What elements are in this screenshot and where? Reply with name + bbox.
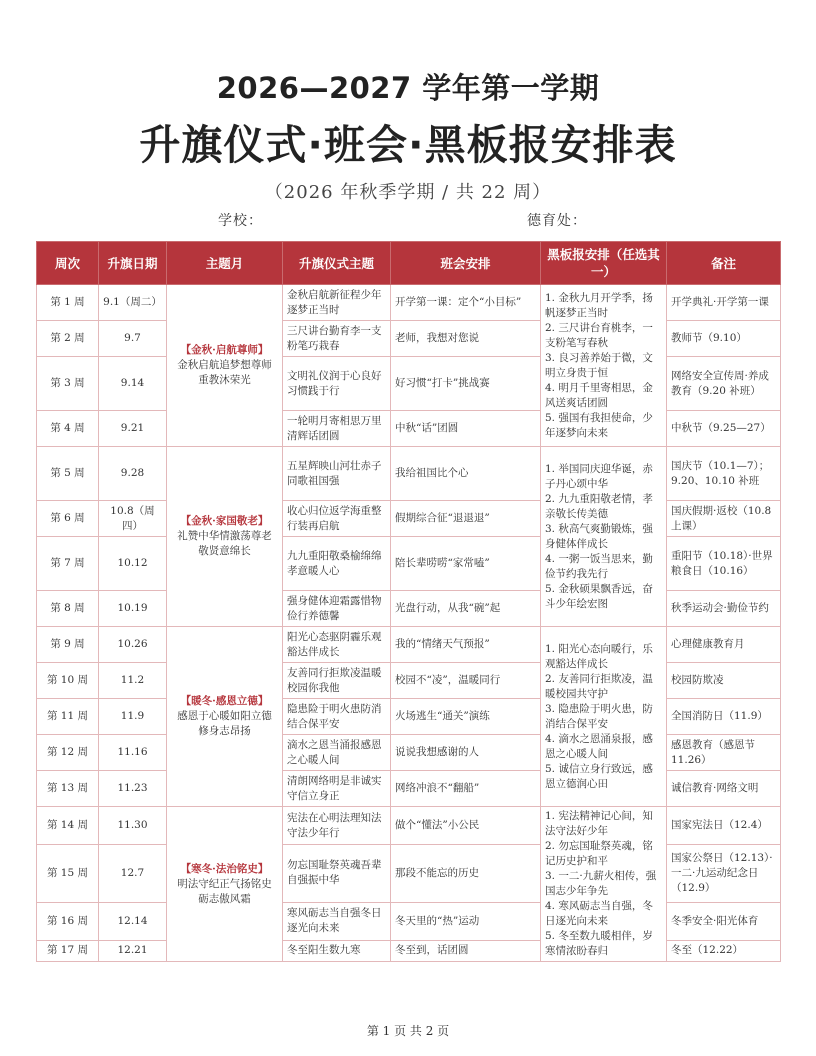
flag-theme-cell: 友善同行拒欺凌温暖校园你我他 bbox=[283, 663, 391, 699]
class-meeting-cell: 光盘行动，从我“碗”起 bbox=[391, 591, 541, 627]
flag-theme-cell: 五星辉映山河壮赤子同歌祖国强 bbox=[283, 447, 391, 501]
column-header: 班会安排 bbox=[391, 242, 541, 285]
blackboard-item: 2. 勿忘国耻祭英魂，铭记历史护和平 bbox=[545, 840, 653, 867]
blackboard-item: 3. 一二·九薪火相传，强国志少年争先 bbox=[545, 870, 657, 897]
flag-theme-cell: 隐患险于明火患防消结合保平安 bbox=[283, 699, 391, 735]
blackboard-item: 4. 明月千里寄相思，金风送爽话团圆 bbox=[545, 381, 653, 409]
note-cell: 冬至（12.22） bbox=[667, 940, 781, 961]
note-cell: 教师节（9.10） bbox=[667, 321, 781, 357]
note-cell: 全国消防日（11.9） bbox=[667, 699, 781, 735]
table-row bbox=[37, 699, 781, 735]
blackboard-item: 4. 寒风砺志当自强，冬日逐光向未来 bbox=[545, 900, 653, 927]
column-header: 备注 bbox=[667, 242, 781, 285]
blackboard-cell bbox=[541, 285, 667, 447]
table-row bbox=[37, 845, 781, 902]
note-cell: 开学典礼·开学第一课 bbox=[667, 285, 781, 321]
blackboard-item: 1. 宪法精神记心间，知法守法好少年 bbox=[545, 810, 653, 837]
note-cell: 校园防欺凌 bbox=[667, 663, 781, 699]
blackboard-item: 3. 良习善养始于微，文明立身贵于恒 bbox=[545, 351, 653, 379]
week-cell: 第 7 周 bbox=[37, 537, 99, 591]
document-subtitle: （2026 年秋季学期 / 共 22 周） bbox=[264, 182, 552, 203]
class-meeting-cell: 冬天里的“热”运动 bbox=[391, 902, 541, 940]
flag-theme-cell: 强身健体迎霜露惜物俭行养德馨 bbox=[283, 591, 391, 627]
note-cell: 心理健康教育月 bbox=[667, 627, 781, 663]
date-cell: 9.21 bbox=[99, 411, 167, 447]
blackboard-item: 2. 九九重阳敬老情，孝亲敬长传美德 bbox=[545, 492, 653, 520]
class-meeting-cell: 好习惯“打卡”挑战赛 bbox=[391, 357, 541, 411]
week-cell: 第 16 周 bbox=[37, 902, 99, 940]
date-cell: 11.30 bbox=[99, 807, 167, 845]
flag-theme-cell: 一轮明月寄相思万里清辉话团圆 bbox=[283, 411, 391, 447]
table-row bbox=[37, 627, 781, 663]
date-cell: 10.12 bbox=[99, 537, 167, 591]
week-cell: 第 13 周 bbox=[37, 771, 99, 807]
date-cell: 11.23 bbox=[99, 771, 167, 807]
week-cell: 第 1 周 bbox=[37, 285, 99, 321]
blackboard-item: 1. 举国同庆迎华诞，赤子丹心颂中华 bbox=[545, 462, 653, 490]
blackboard-item: 2. 友善同行拒欺凌，温暖校园共守护 bbox=[545, 672, 653, 700]
theme-month-name: 【暖冬·感恩立德】 bbox=[180, 695, 269, 707]
class-meeting-cell: 假期综合征“退退退” bbox=[391, 501, 541, 537]
theme-month-desc: 金秋启航追梦想尊师重教沐荣光 bbox=[177, 359, 272, 386]
class-meeting-cell: 校园不“凌”，温暖同行 bbox=[391, 663, 541, 699]
week-cell: 第 5 周 bbox=[37, 447, 99, 501]
table-row bbox=[37, 321, 781, 357]
blackboard-cell bbox=[541, 807, 667, 962]
note-cell: 感恩教育（感恩节 11.26） bbox=[667, 735, 781, 771]
class-meeting-cell: 老师，我想对您说 bbox=[391, 321, 541, 357]
note-cell: 国家公祭日（12.13）·一二·九运动纪念日（12.9） bbox=[667, 845, 781, 902]
flag-theme-cell: 清朗网络明是非诚实守信立身正 bbox=[283, 771, 391, 807]
table-row bbox=[37, 537, 781, 591]
page-number: 第 1 页 共 2 页 bbox=[366, 1024, 450, 1038]
table-row bbox=[37, 447, 781, 501]
date-cell: 11.16 bbox=[99, 735, 167, 771]
blackboard-cell bbox=[541, 627, 667, 807]
class-meeting-cell: 那段不能忘的历史 bbox=[391, 845, 541, 902]
table-row bbox=[37, 807, 781, 845]
note-cell: 重阳节（10.18）·世界粮食日（10.16） bbox=[667, 537, 781, 591]
table-row bbox=[37, 902, 781, 940]
table-row bbox=[37, 501, 781, 537]
week-cell: 第 6 周 bbox=[37, 501, 99, 537]
table-row bbox=[37, 357, 781, 411]
date-cell: 9.28 bbox=[99, 447, 167, 501]
date-cell: 11.9 bbox=[99, 699, 167, 735]
flag-theme-cell: 阳光心态驱阴霾乐观豁达伴成长 bbox=[283, 627, 391, 663]
date-cell: 9.1（周二） bbox=[99, 285, 167, 321]
blackboard-item: 5. 强国有我担使命，少年逐梦向未来 bbox=[545, 411, 653, 439]
week-cell: 第 14 周 bbox=[37, 807, 99, 845]
theme-month-cell bbox=[167, 807, 283, 962]
note-cell: 秋季运动会·勤俭节约 bbox=[667, 591, 781, 627]
theme-month-cell bbox=[167, 447, 283, 627]
theme-month-name: 【金秋·家国敬老】 bbox=[180, 515, 269, 527]
blackboard-item: 2. 三尺讲台育桃李，一支粉笔写春秋 bbox=[545, 321, 653, 349]
class-meeting-cell: 中秋“话”团圆 bbox=[391, 411, 541, 447]
class-meeting-cell: 开学第一课：定个“小目标” bbox=[391, 285, 541, 321]
table-row bbox=[37, 591, 781, 627]
flag-theme-cell: 寒风砺志当自强冬日逐光向未来 bbox=[283, 902, 391, 940]
date-cell: 10.19 bbox=[99, 591, 167, 627]
date-cell: 12.14 bbox=[99, 902, 167, 940]
blackboard-item: 5. 冬至数九暖相伴，岁寒情浓盼春归 bbox=[545, 930, 653, 957]
office-label: 德育处： bbox=[527, 213, 587, 229]
week-cell: 第 8 周 bbox=[37, 591, 99, 627]
table-row bbox=[37, 663, 781, 699]
week-cell: 第 2 周 bbox=[37, 321, 99, 357]
blackboard-item: 1. 金秋九月开学季，扬帆逐梦正当时 bbox=[545, 291, 653, 319]
note-cell: 国庆假期·返校（10.8 上课） bbox=[667, 501, 781, 537]
flag-theme-cell: 收心归位返学海重整行装再启航 bbox=[283, 501, 391, 537]
class-meeting-cell: 做个“懂法”小公民 bbox=[391, 807, 541, 845]
document-title-main: 升旗仪式·班会·黑板报安排表 bbox=[139, 121, 677, 169]
week-cell: 第 12 周 bbox=[37, 735, 99, 771]
table-row bbox=[37, 411, 781, 447]
note-cell: 国庆节（10.1—7）；9.20、10.10 补班 bbox=[667, 447, 781, 501]
note-cell: 冬季安全·阳光体育 bbox=[667, 902, 781, 940]
week-cell: 第 15 周 bbox=[37, 845, 99, 902]
week-cell: 第 11 周 bbox=[37, 699, 99, 735]
week-cell: 第 10 周 bbox=[37, 663, 99, 699]
week-cell: 第 17 周 bbox=[37, 940, 99, 961]
date-cell: 10.8（周四） bbox=[99, 501, 167, 537]
school-label: 学校： bbox=[218, 213, 263, 229]
theme-month-desc: 感恩于心暖如阳立德修身志昂扬 bbox=[177, 710, 272, 737]
blackboard-item: 1. 阳光心态向暖行，乐观豁达伴成长 bbox=[545, 642, 653, 670]
date-cell: 11.2 bbox=[99, 663, 167, 699]
week-cell: 第 9 周 bbox=[37, 627, 99, 663]
theme-month-cell bbox=[167, 627, 283, 807]
table-header-row bbox=[37, 242, 781, 285]
theme-month-cell bbox=[167, 285, 283, 447]
blackboard-item: 5. 诚信立身行致远，感恩立德润心田 bbox=[545, 762, 653, 790]
flag-theme-cell: 金秋启航新征程少年逐梦正当时 bbox=[283, 285, 391, 321]
date-cell: 9.14 bbox=[99, 357, 167, 411]
note-cell: 网络安全宣传周·养成教育（9.20 补班） bbox=[667, 357, 781, 411]
class-meeting-cell: 我给祖国比个心 bbox=[391, 447, 541, 501]
document-title-line1: 2026—2027 学年第一学期 bbox=[216, 71, 600, 105]
date-cell: 12.21 bbox=[99, 940, 167, 961]
flag-theme-cell: 三尺讲台勤育李一支粉笔巧栽春 bbox=[283, 321, 391, 357]
week-cell: 第 4 周 bbox=[37, 411, 99, 447]
column-header: 升旗日期 bbox=[99, 242, 167, 285]
column-header: 升旗仪式主题 bbox=[283, 242, 391, 285]
column-header: 主题月 bbox=[167, 242, 283, 285]
flag-theme-cell: 文明礼仪润于心良好习惯践于行 bbox=[283, 357, 391, 411]
class-meeting-cell: 火场逃生“通关”演练 bbox=[391, 699, 541, 735]
blackboard-item: 5. 金秋硕果飘香远，奋斗少年绘宏图 bbox=[545, 582, 653, 610]
table-row bbox=[37, 285, 781, 321]
date-cell: 10.26 bbox=[99, 627, 167, 663]
blackboard-item: 3. 隐患险于明火患，防消结合保平安 bbox=[545, 702, 653, 730]
class-meeting-cell: 网络冲浪不“翻船” bbox=[391, 771, 541, 807]
class-meeting-cell: 说说我想感谢的人 bbox=[391, 735, 541, 771]
note-cell: 国家宪法日（12.4） bbox=[667, 807, 781, 845]
flag-theme-cell: 滴水之恩当涌报感恩之心暖人间 bbox=[283, 735, 391, 771]
blackboard-cell bbox=[541, 447, 667, 627]
table-row bbox=[37, 771, 781, 807]
date-cell: 12.7 bbox=[99, 845, 167, 902]
blackboard-item: 4. 一粥一饭当思来，勤俭节约我先行 bbox=[545, 552, 653, 580]
date-cell: 9.7 bbox=[99, 321, 167, 357]
flag-theme-cell: 冬至阳生数九寒 bbox=[283, 940, 391, 961]
table-row bbox=[37, 940, 781, 961]
blackboard-item: 3. 秋高气爽勤锻炼，强身健体伴成长 bbox=[545, 522, 653, 550]
theme-month-desc: 明法守纪正气扬铭史砺志傲风霜 bbox=[177, 877, 272, 905]
theme-month-desc: 礼赞中华情激荡尊老敬贤意绵长 bbox=[177, 530, 272, 557]
note-cell: 诚信教育·网络文明 bbox=[667, 771, 781, 807]
column-header: 周次 bbox=[37, 242, 99, 285]
schedule-table bbox=[36, 241, 781, 962]
flag-theme-cell: 九九重阳敬桑榆绵绵孝意暖人心 bbox=[283, 537, 391, 591]
column-header: 黑板报安排（任选其一） bbox=[541, 242, 667, 285]
class-meeting-cell: 我的“情绪天气预报” bbox=[391, 627, 541, 663]
class-meeting-cell: 冬至到，话团圆 bbox=[391, 940, 541, 961]
blackboard-item: 4. 滴水之恩涌泉报，感恩之心暖人间 bbox=[545, 732, 653, 760]
theme-month-name: 【金秋·启航尊师】 bbox=[180, 344, 269, 356]
week-cell: 第 3 周 bbox=[37, 357, 99, 411]
class-meeting-cell: 陪长辈唠唠“家常嗑” bbox=[391, 537, 541, 591]
flag-theme-cell: 宪法在心明法理知法守法少年行 bbox=[283, 807, 391, 845]
flag-theme-cell: 勿忘国耻祭英魂吾辈自强振中华 bbox=[283, 845, 391, 902]
theme-month-name: 【寒冬·法治铭史】 bbox=[180, 862, 269, 875]
table-row bbox=[37, 735, 781, 771]
note-cell: 中秋节（9.25—27） bbox=[667, 411, 781, 447]
